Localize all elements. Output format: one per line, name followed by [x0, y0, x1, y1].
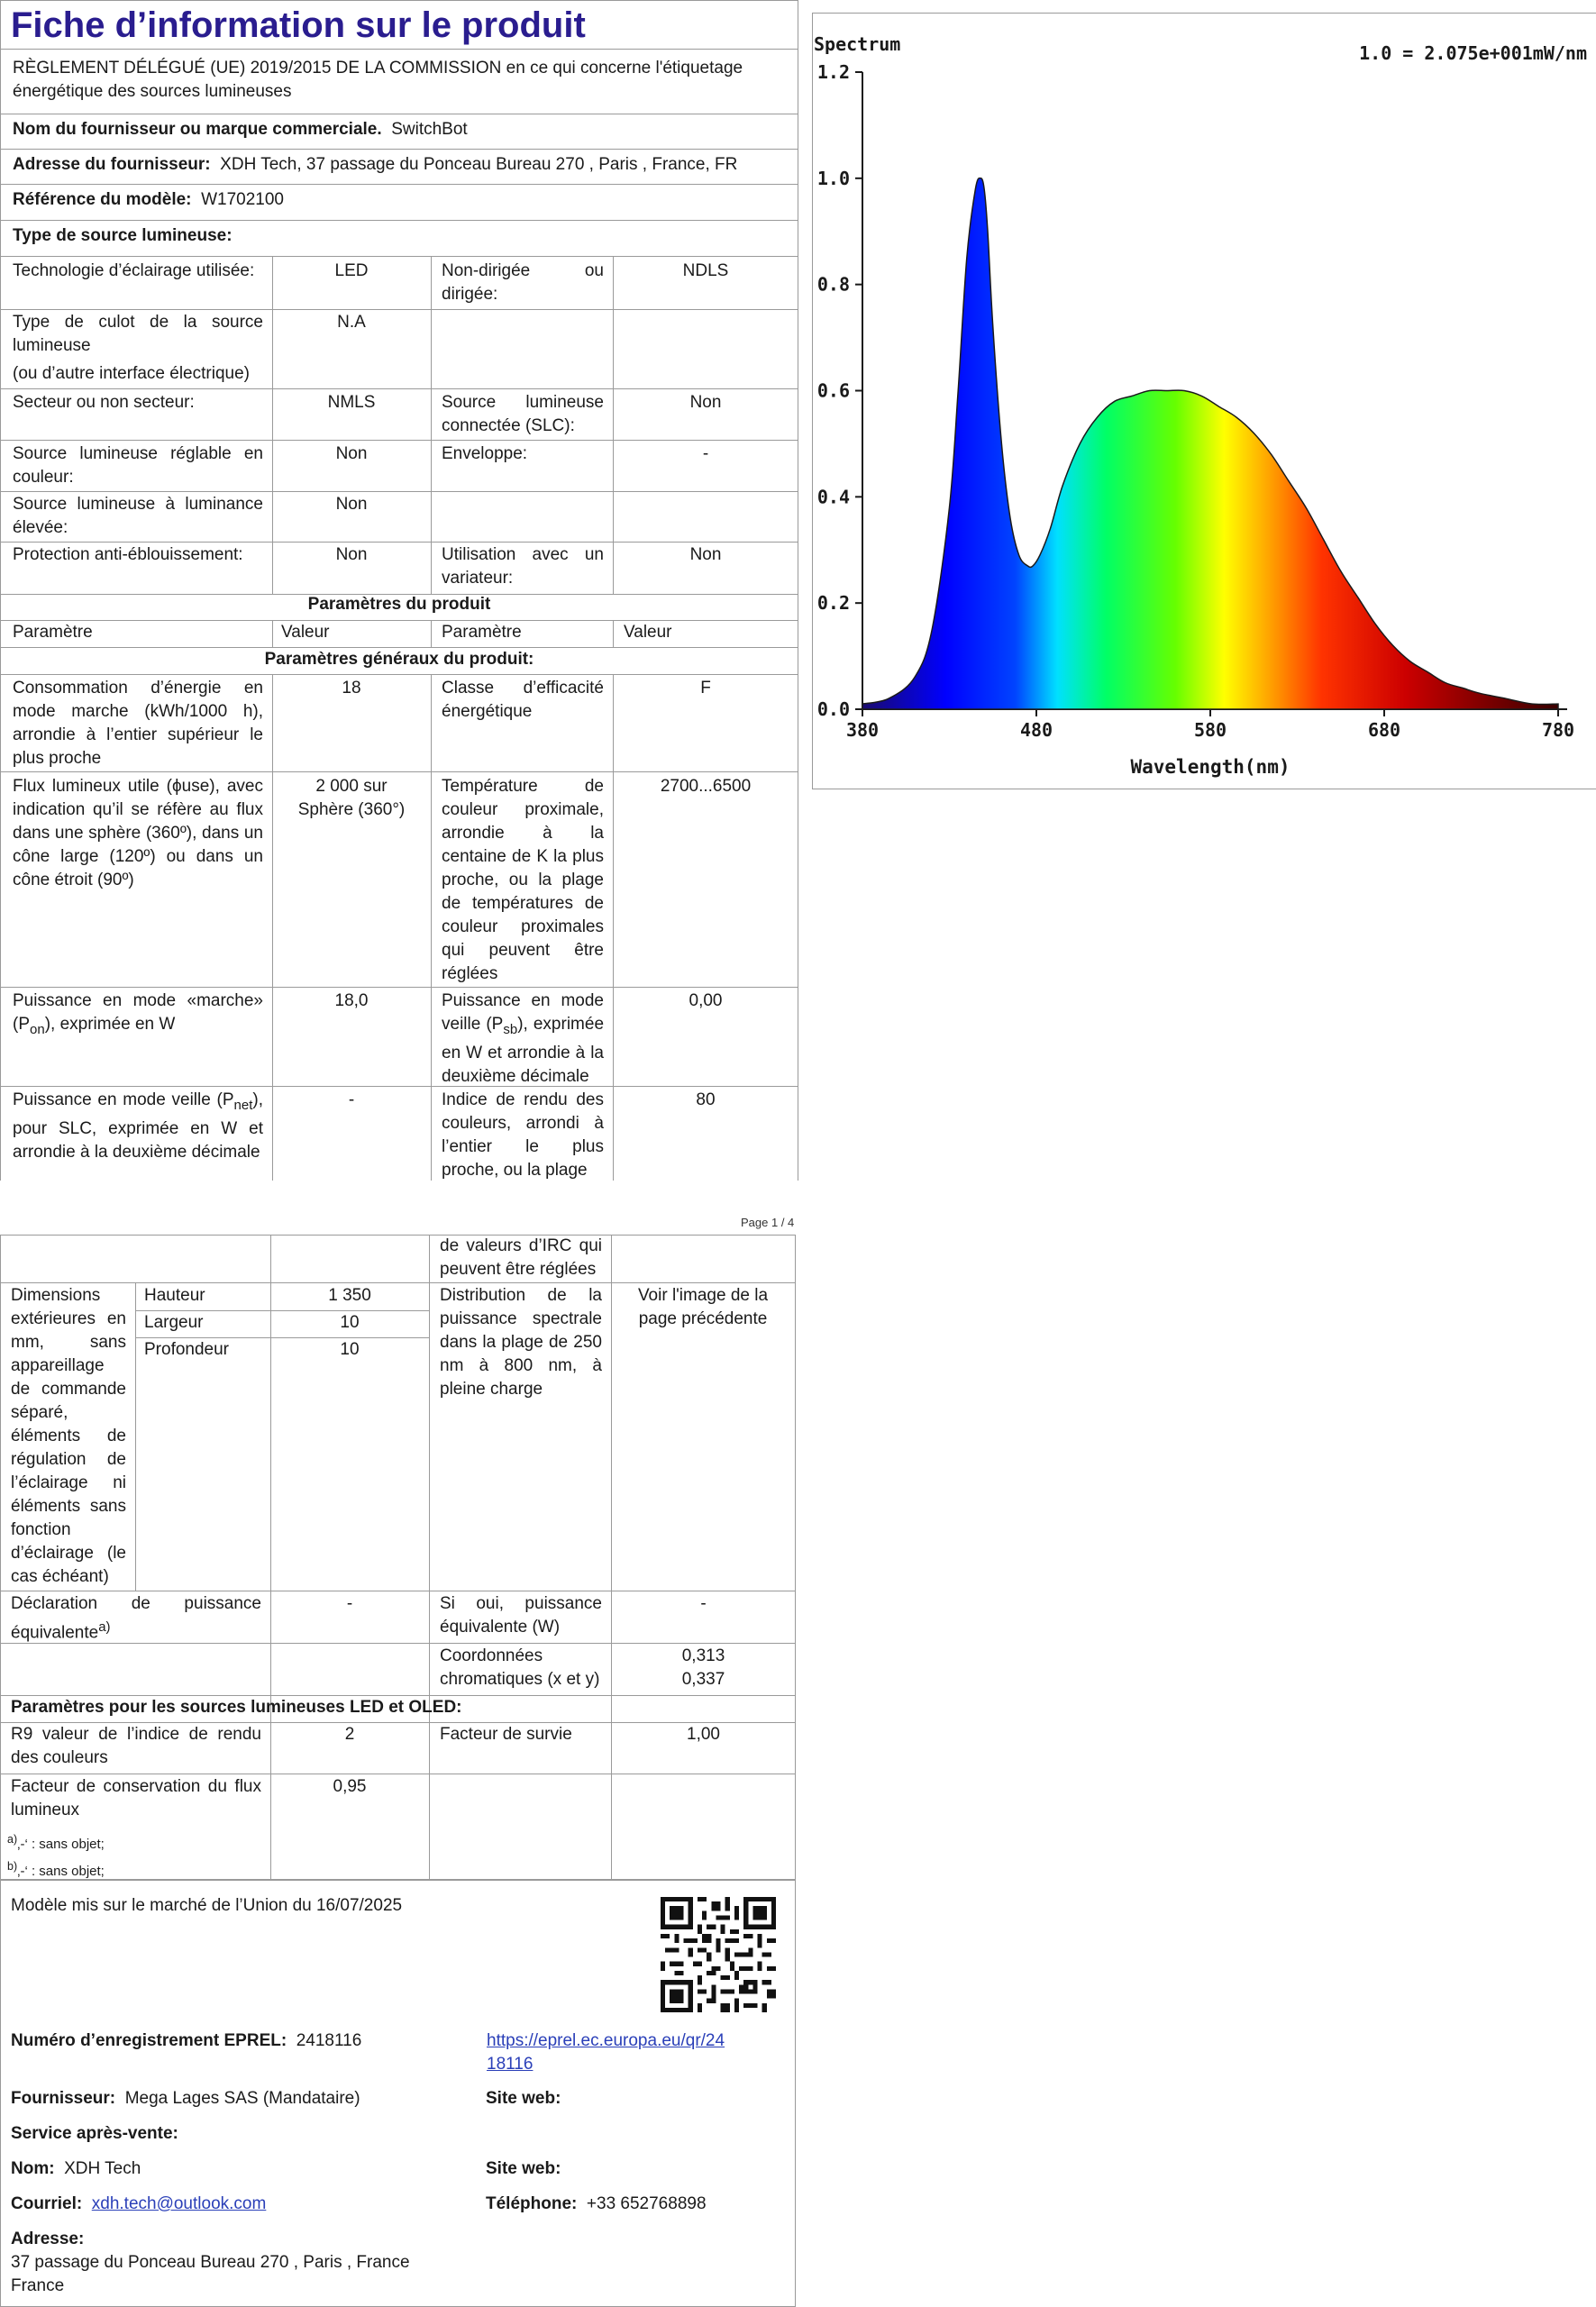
model-value: W1702100: [201, 190, 284, 209]
cri-label: Indice de rendu des couleurs, arrondi à l’entier le plus proche, ou la plage: [442, 1090, 604, 1180]
x-tick-label: 580: [1193, 719, 1227, 741]
slc-value: Non: [689, 393, 722, 412]
footnote-a: [7, 1828, 105, 1856]
x-tick-label: 380: [845, 719, 880, 741]
column-divider: [272, 620, 273, 647]
x-tick-label: 480: [1019, 719, 1053, 741]
cri-value: 80: [696, 1090, 716, 1109]
directed-label: Non-dirigée ou dirigée:: [442, 261, 604, 304]
equiv-label: [11, 1592, 261, 1645]
col-header-param-2: Paramètre: [442, 623, 522, 642]
cap-label-2: (ou d’autre interface électrique): [13, 364, 250, 383]
class-value: F: [700, 679, 711, 698]
slc-label: Source lumineuse connectée (SLC):: [442, 393, 604, 435]
spectrum-chart: [812, 13, 1596, 789]
divider: [0, 149, 798, 150]
regulation-text: RÈGLEMENT DÉLÉGUÉ (UE) 2019/2015 DE LA COMMISSION en ce qui concerne l'étiquetage énergétique des sources lumineuses: [13, 59, 743, 101]
divider: [0, 1643, 796, 1644]
width-label: Largeur: [144, 1313, 204, 1332]
supplier-value: Mega Lages SAS (Mandataire): [124, 2089, 360, 2108]
supplier-name-label: Nom du fournisseur ou marque commerciale.: [13, 120, 382, 139]
height-label: Hauteur: [144, 1286, 205, 1305]
divider: [0, 184, 798, 185]
contact-name-row: [11, 2157, 141, 2181]
eprel-label: Numéro d’enregistrement EPREL:: [11, 2031, 287, 2050]
params-section-title: Paramètres du produit: [307, 595, 491, 614]
maint-label: Facteur de conservation du flux lumineux: [11, 1777, 261, 1819]
pnet-label-b: ), pour SLC, exprimée en W et arrondie à la deuxième décimale: [13, 1090, 263, 1162]
y-tick-label: 0.6: [816, 379, 850, 402]
equiv-w-value: -: [700, 1594, 707, 1613]
equiv-sup: a): [98, 1619, 111, 1635]
pon-label-b: ), exprimée en W: [44, 1015, 176, 1034]
phone-label: Téléphone:: [486, 2194, 578, 2213]
pon-sub: on: [30, 1021, 45, 1037]
chroma-x: 0,313: [681, 1646, 725, 1665]
divider: [0, 388, 798, 389]
chroma-label: Coordonnées chromatiques (x et y): [440, 1646, 600, 1689]
depth-label: Profondeur: [144, 1340, 230, 1359]
divider: [0, 1235, 796, 1236]
directed-value: NDLS: [682, 261, 729, 280]
psb-label-b: ), exprimée en W et arrondie à la deuxième décimale: [442, 1015, 605, 1086]
divider: [0, 309, 798, 310]
model-label: Référence du modèle:: [13, 190, 192, 209]
divider: [0, 256, 798, 257]
y-tick-label: 0.2: [816, 592, 850, 615]
contact-name-label: Nom:: [11, 2159, 55, 2178]
divider: [0, 674, 798, 675]
class-label: Classe d’efficacité énergétique: [442, 679, 604, 721]
column-divider: [431, 674, 432, 1181]
spd-value: Voir l'image de la page précédente: [637, 1286, 769, 1328]
contact-name-value: XDH Tech: [64, 2159, 141, 2178]
dimmer-value: Non: [689, 545, 722, 564]
x-axis-label: Wavelength(nm): [1130, 756, 1290, 778]
eprel-link[interactable]: [487, 2029, 766, 2076]
website-label-2: Site web:: [486, 2159, 561, 2178]
page-number: Page 1 / 4: [741, 1216, 795, 1229]
dim-label: Dimensions extérieures en mm, sans appareillage de commande séparé, éléments de régulation de l’éclairage ni éléments sans fonction d’éclairage (le cas échéant): [11, 1286, 126, 1586]
x-tick-label: 680: [1367, 719, 1401, 741]
divider: [0, 987, 798, 988]
cct-value: 2700...6500: [660, 777, 752, 796]
colour-value: Non: [335, 444, 368, 463]
energy-label: Consommation d’énergie en mode marche (kWh/1000 h), arrondie à l’entier supérieur le plus proche: [13, 679, 263, 768]
model-row: [13, 188, 284, 212]
pnet-value: -: [348, 1090, 355, 1109]
cap-value: N.A: [337, 313, 366, 332]
phone-value: +33 652768898: [586, 2194, 707, 2213]
pon-label: [13, 989, 263, 1042]
footnote-b-sup: b): [7, 1860, 18, 1873]
survival-value: 1,00: [687, 1725, 720, 1744]
page-title: Fiche d’information sur le produit: [11, 5, 586, 45]
mains-value: NMLS: [327, 393, 376, 412]
energy-value: 18: [342, 679, 361, 698]
placed-on-market-text: Modèle mis sur le marché de l’Union du 16/07/2025: [11, 1896, 403, 1915]
psb-label-a: Puissance en mode veille (P: [442, 991, 604, 1034]
cap-label: Type de culot de la source lumineuse: [13, 313, 263, 355]
supplier-label: Fournisseur:: [11, 2089, 116, 2108]
pnet-label: [13, 1089, 263, 1164]
footnote-b-text: ‚-‘ : sans objet;: [17, 1864, 105, 1879]
phone-row: [486, 2193, 707, 2216]
column-divider: [135, 1282, 136, 1591]
equiv-w-label: Si oui, puissance équivalente (W): [440, 1594, 602, 1637]
chart-title: Spectrum: [814, 33, 901, 55]
supplier-name-value: SwitchBot: [391, 120, 468, 139]
column-divider: [611, 1235, 612, 1775]
cct-label: Température de couleur proximale, arrondie à la centaine de K la plus proche, ou la plage de températures de couleur proximales qui peuvent être réglées: [442, 777, 604, 983]
source-type-label: Type de source lumineuse:: [13, 226, 233, 245]
chart-annotation: 1.0 = 2.075e+001mW/nm: [1359, 42, 1587, 64]
envelope-label: Enveloppe:: [442, 444, 528, 463]
supplier-name-row: [13, 118, 468, 141]
led-params-title: Paramètres pour les sources lumineuses LED et OLED:: [11, 1698, 462, 1717]
pon-value: 18,0: [334, 991, 369, 1010]
equiv-value: -: [346, 1594, 353, 1613]
pon-label-a: Puissance en mode «marche» (P: [13, 991, 263, 1034]
psb-label: [442, 989, 604, 1089]
divider: [0, 620, 798, 621]
psb-value: 0,00: [689, 991, 723, 1010]
glare-label: Protection anti-éblouissement:: [13, 545, 243, 564]
highlum-label: Source lumineuse à luminance élevée:: [13, 495, 263, 537]
eprel-row: [11, 2029, 361, 2053]
divider: [0, 49, 798, 50]
eprel-link-2[interactable]: 18116: [487, 2055, 534, 2074]
r9-value: 2: [344, 1725, 355, 1744]
highlum-value: Non: [335, 495, 368, 514]
supplier-row: [11, 2087, 360, 2111]
chroma-y: 0,337: [681, 1670, 725, 1689]
y-tick-label: 0.0: [816, 698, 850, 720]
height-value: 1 350: [328, 1286, 371, 1305]
tech-label: Technologie d’éclairage utilisée:: [13, 261, 255, 280]
divider: [0, 1086, 798, 1087]
tech-value: LED: [334, 261, 369, 280]
column-divider: [431, 620, 432, 647]
divider: [0, 440, 798, 441]
supplier-address-row: [13, 153, 737, 177]
email-link[interactable]: xdh.tech@outlook.com: [91, 2194, 267, 2213]
divider: [0, 1282, 796, 1283]
eprel-number: 2418116: [296, 2031, 362, 2050]
divider: [0, 220, 798, 221]
address-value-2: France: [11, 2276, 65, 2295]
footnote-a-sup: a): [7, 1833, 18, 1846]
divider: [0, 542, 798, 543]
footnote-a-text: ‚-‘ : sans objet;: [17, 1837, 105, 1852]
mains-label: Secteur ou non secteur:: [13, 393, 195, 412]
flux-label: Flux lumineux utile (ϕuse), avec indication qu’il se réfère au flux dans une sphère (360º), dans un cône large (120º) ou dans un cône étroit (90º): [13, 777, 263, 889]
survival-label: Facteur de survie: [440, 1725, 572, 1744]
depth-value: 10: [340, 1340, 360, 1359]
col-header-param: Paramètre: [13, 623, 93, 642]
eprel-link-1[interactable]: https://eprel.ec.europa.eu/qr/24: [487, 2031, 725, 2050]
supplier-address-value: XDH Tech, 37 passage du Ponceau Bureau 270 , Paris , France, FR: [220, 155, 738, 174]
column-divider: [429, 1235, 430, 1775]
flux-value-1: 2 000 sur: [315, 777, 388, 796]
qr-code-icon: [661, 1897, 776, 2012]
spd-label: Distribution de la puissance spectrale dans la plage de 250 nm à 800 nm, à pleine charge: [440, 1286, 602, 1399]
pnet-sub: net: [233, 1097, 253, 1113]
aftersales-label: Service après-vente:: [11, 2124, 178, 2143]
supplier-address-label: Adresse du fournisseur:: [13, 155, 211, 174]
y-tick-label: 1.0: [816, 167, 850, 189]
col-header-value-2: Valeur: [624, 623, 672, 642]
width-value: 10: [340, 1313, 360, 1332]
equiv-label-text: Déclaration de puissance équivalente: [11, 1594, 261, 1643]
address-label: Adresse:: [11, 2229, 85, 2248]
flux-value-2: Sphère (360°): [297, 800, 406, 819]
column-divider: [429, 1722, 430, 1880]
x-tick-label: 780: [1541, 719, 1575, 741]
pnet-label-a: Puissance en mode veille (P: [13, 1090, 234, 1109]
email-label: Courriel:: [11, 2194, 83, 2213]
maint-value: 0,95: [333, 1777, 367, 1796]
r9-label: R9 valeur de l’indice de rendu des couleurs: [11, 1725, 261, 1767]
colour-label: Source lumineuse réglable en couleur:: [13, 444, 263, 487]
email-row: [11, 2193, 266, 2216]
divider: [0, 771, 798, 772]
general-params-title: Paramètres généraux du produit:: [264, 650, 534, 669]
dimmer-label: Utilisation avec un variateur:: [442, 545, 604, 588]
psb-sub: sb: [503, 1021, 518, 1037]
envelope-value: -: [702, 444, 709, 463]
address-value-1: 37 passage du Ponceau Bureau 270 , Paris , France: [11, 2253, 410, 2272]
cri-label-cont: de valeurs d’IRC qui peuvent être réglées: [440, 1236, 602, 1279]
glare-value: Non: [335, 545, 368, 564]
y-tick-label: 0.8: [816, 273, 850, 296]
column-divider: [613, 620, 614, 647]
divider: [0, 491, 798, 492]
column-divider: [431, 256, 432, 594]
y-tick-label: 0.4: [816, 486, 850, 508]
spectrum-area: [862, 178, 1558, 709]
y-tick-label: 1.2: [816, 61, 850, 83]
website-label: Site web:: [486, 2089, 561, 2108]
col-header-value: Valeur: [281, 623, 330, 642]
